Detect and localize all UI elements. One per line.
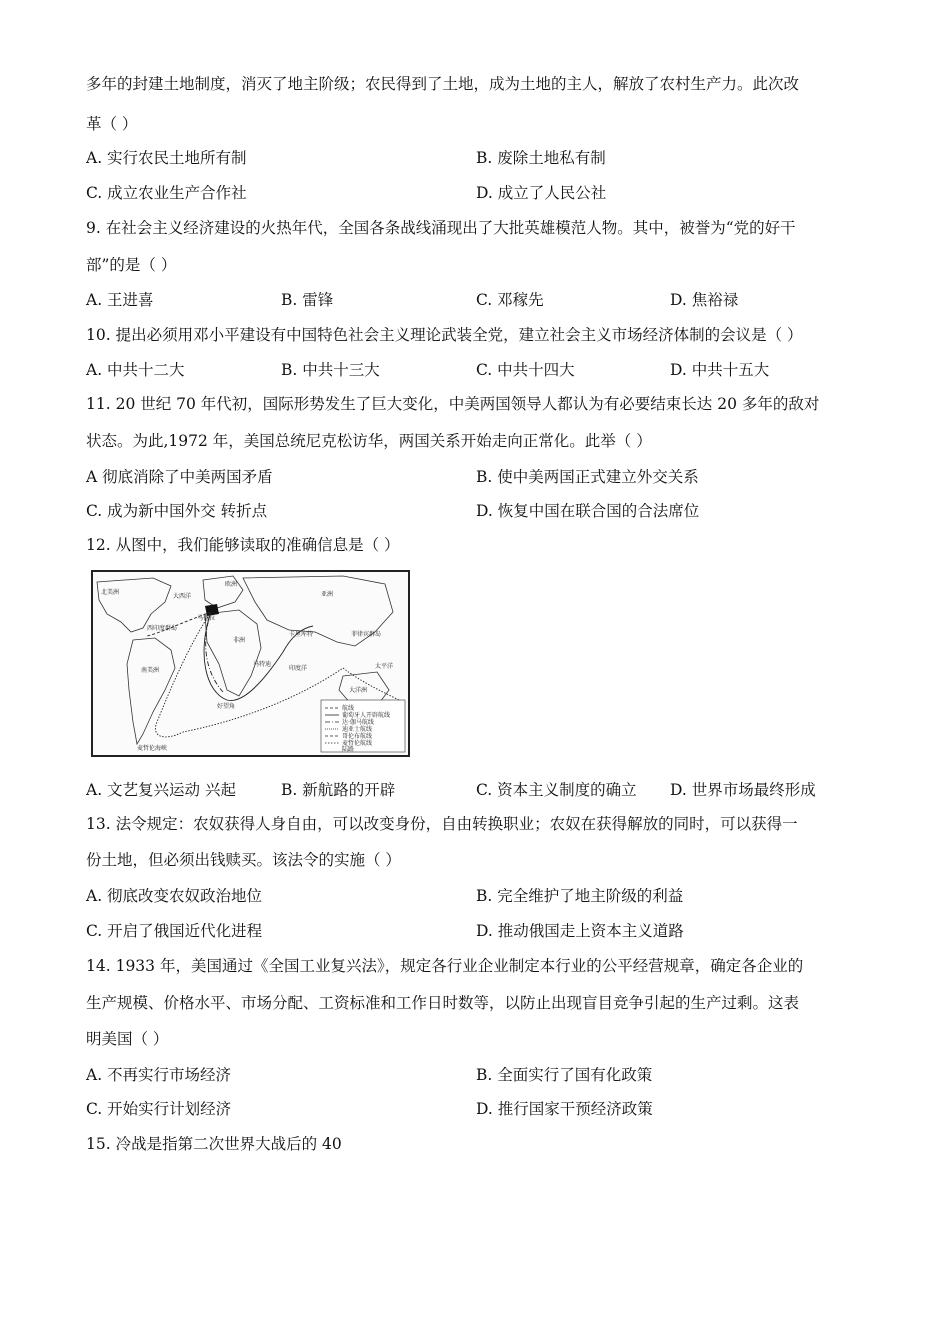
- legend-item-4: 麦哲伦航线: [342, 740, 373, 747]
- q14-stem-line2: 生产规模、价格水平、市场分配、工资标准和工作日时数等，以防止出现盲目竞争引起的生产过剩。这表: [86, 994, 800, 1012]
- dias-route: [206, 612, 223, 692]
- q9-option-c: C. 邓稼先: [476, 291, 544, 309]
- q15-stem-line1: 15. 冷战是指第二次世界大战后的 40: [86, 1135, 342, 1153]
- q9-option-d: D. 焦裕禄: [670, 291, 739, 309]
- q9-stem-line1: 9. 在社会主义经济建设的火热年代，全国各条战线涌现出了大批英雄模范人物。其中，被誉为“党的好干: [86, 219, 796, 237]
- q11-option-b: B. 使中美两国正式建立外交关系: [476, 468, 699, 486]
- q12-option-a: A. 文艺复兴运动 兴起: [86, 781, 236, 799]
- label-indian-ocean: 印度洋: [289, 665, 308, 672]
- pacific-route: [343, 668, 403, 702]
- q10-option-d: D. 中共十五大: [670, 361, 770, 379]
- africa-outline: [205, 610, 261, 696]
- label-madeira: 马德拉: [197, 615, 216, 622]
- label-north-america: 北美洲: [101, 589, 120, 596]
- label-calicut: 卡里库特: [289, 631, 314, 638]
- q8-option-a: A. 实行农民土地所有制: [86, 149, 247, 167]
- q12-option-c: C. 资本主义制度的确立: [476, 781, 637, 799]
- label-south-america: 南美洲: [141, 667, 160, 674]
- q10-option-a: A. 中共十二大: [86, 361, 185, 379]
- q14-option-a: A. 不再实行市场经济: [86, 1066, 232, 1084]
- q10-stem-line1: 10. 提出必须用邓小平建设有中国特色社会主义理论武装全党，建立社会主义市场经济体制的会议是（ ）: [86, 326, 803, 344]
- q12-stem-line1: 12. 从图中，我们能够读取的准确信息是（ ）: [86, 536, 400, 554]
- legend-item-5: 陆路: [342, 746, 355, 753]
- q14-stem-line1: 14. 1933 年，美国通过《全国工业复兴法》，规定各行业企业制定本行业的公平经营规章，确定各企业的: [86, 957, 804, 975]
- q13-option-b: B. 完全维护了地主阶级的利益: [476, 887, 684, 905]
- q8-stem-line1: 多年的封建土地制度，消灭了地主阶级；农民得到了土地，成为土地的主人，解放了农村生产力。此次改: [86, 75, 800, 93]
- q11-option-c: C. 成为新中国外交 转折点: [86, 502, 268, 520]
- q13-stem-line2: 份土地，但必须出钱赎买。该法令的实施（ ）: [86, 851, 401, 869]
- legend-item-3: 哥伦布航线: [342, 733, 373, 740]
- legend-item-1: 达·伽马航线: [342, 719, 374, 726]
- label-pacific: 太平洋: [375, 663, 394, 670]
- q11-stem-line1: 11. 20 世纪 70 年代初，国际形势发生了巨大变化，中美两国领导人都认为有必要结束长达 20 多年的敌对: [86, 395, 820, 413]
- magellan-route: [155, 612, 343, 737]
- q10-option-c: C. 中共十四大: [476, 361, 575, 379]
- q9-stem-line2: 部”的是（ ）: [86, 256, 177, 274]
- q14-option-c: C. 开始实行计划经济: [86, 1100, 232, 1118]
- q8-option-d: D. 成立了人民公社: [476, 184, 607, 202]
- north-america-outline: [97, 578, 171, 632]
- q10-option-b: B. 中共十三大: [281, 361, 380, 379]
- q14-option-d: D. 推行国家干预经济政策: [476, 1100, 653, 1118]
- new-sea-routes-map: [91, 570, 410, 757]
- label-oceania: 大洋洲: [349, 687, 368, 694]
- label-atlantic: 大西洋: [173, 593, 192, 600]
- q13-stem-line1: 13. 法令规定：农奴获得人身自由，可以改变身份，自由转换职业；农奴在获得解放的同时，可以获得一: [86, 815, 798, 833]
- da-gama-route: [204, 612, 313, 700]
- q11-option-d: D. 恢复中国在联合国的合法席位: [476, 502, 700, 520]
- q8-option-c: C. 成立农业生产合作社: [86, 184, 247, 202]
- legend-title: 航线: [342, 705, 355, 712]
- label-malindi: 马特迪: [253, 661, 272, 668]
- q13-option-c: C. 开启了俄国近代化进程: [86, 922, 263, 940]
- legend-item-2: 迪亚士航线: [342, 726, 373, 733]
- label-asia: 亚洲: [321, 591, 334, 598]
- label-west-indies: 西印度群岛: [147, 625, 178, 632]
- map-svg: [93, 572, 408, 755]
- q9-option-a: A. 王进喜: [86, 291, 154, 309]
- q8-stem-line2: 革（ ）: [86, 115, 138, 133]
- q11-stem-line2: 状态。为此,1972 年，美国总统尼克松访华，两国关系开始走向正常化。此举（ ）: [86, 432, 652, 450]
- label-philippines: 菲律宾群岛: [351, 631, 382, 638]
- label-magellan-strait: 麦哲伦海峡: [137, 745, 168, 752]
- q12-option-b: B. 新航路的开辟: [281, 781, 396, 799]
- q8-option-b: B. 废除土地私有制: [476, 149, 606, 167]
- label-europe: 欧洲: [225, 581, 238, 588]
- q14-stem-line3: 明美国（ ）: [86, 1030, 169, 1048]
- south-america-outline: [127, 638, 175, 744]
- q13-option-a: A. 彻底改变农奴政治地位: [86, 887, 263, 905]
- label-africa: 非洲: [233, 637, 246, 644]
- label-cape-good-hope: 好望角: [217, 703, 236, 710]
- q9-option-b: B. 雷锋: [281, 291, 334, 309]
- q11-option-a: A 彻底消除了中美两国矛盾: [86, 468, 273, 486]
- legend-item-0: 葡萄牙人开辟航线: [342, 712, 391, 719]
- q13-option-d: D. 推动俄国走上资本主义道路: [476, 922, 684, 940]
- q12-option-d: D. 世界市场最终形成: [670, 781, 816, 799]
- q14-option-b: B. 全面实行了国有化政策: [476, 1066, 653, 1084]
